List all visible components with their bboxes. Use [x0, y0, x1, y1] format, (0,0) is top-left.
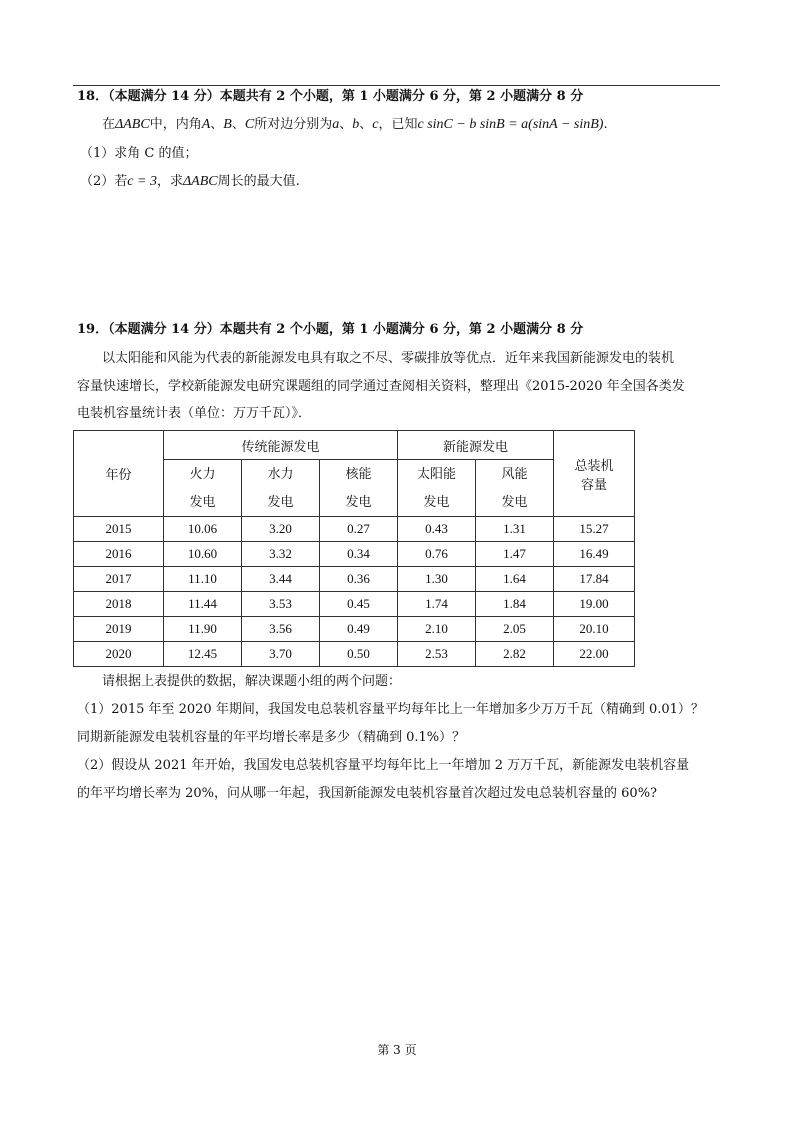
- table-cell: 2.53: [398, 642, 476, 667]
- table-cell: 1.84: [476, 592, 554, 617]
- sub-header-thermal-l1: 火力: [189, 466, 216, 481]
- q18-angle-b: B: [223, 117, 232, 132]
- table-cell: 11.10: [164, 567, 242, 592]
- table-cell: 3.70: [242, 642, 320, 667]
- sub-header-hydro-l1: 水力: [267, 466, 294, 481]
- q18-sep2: 、: [231, 117, 245, 132]
- sub-header-nuclear-l2: 发电: [345, 494, 372, 509]
- table-row: [74, 617, 635, 642]
- q18-sep1: 、: [210, 117, 224, 132]
- total-header: [554, 431, 635, 517]
- sub-header-solar: [398, 460, 476, 517]
- table-cell: 2017: [74, 567, 164, 592]
- sub-header-solar-l1: 太阳能: [417, 466, 457, 481]
- table-cell: 2019: [74, 617, 164, 642]
- table-cell: 1.64: [476, 567, 554, 592]
- table-cell: 0.45: [320, 592, 398, 617]
- table-cell: 2018: [74, 592, 164, 617]
- q19-after-table: 请根据上表提供的数据，解决课题小组的两个问题：: [102, 674, 402, 689]
- capacity-table: [73, 430, 635, 667]
- table-cell: 3.20: [242, 517, 320, 542]
- q19-intro-line1: 以太阳能和风能为代表的新能源发电具有取之不尽、零碳排放等优点．近年来我国新能源发电的装机: [102, 351, 675, 366]
- sub-header-hydro-l2: 发电: [267, 494, 294, 509]
- page-number: 第 3 页: [377, 1043, 417, 1057]
- q19-intro-line2: 容量快速增长，学校新能源发电研究课题组的同学通过查阅相关资料，整理出《2015-2020 年全国各类发: [77, 379, 685, 394]
- table-cell: 1.31: [476, 517, 554, 542]
- q18-triangle: ΔABC: [115, 117, 150, 132]
- table-cell: 2020: [74, 642, 164, 667]
- q18-stem-mid2: 所对边分别为: [254, 117, 333, 132]
- sub-header-wind-l1: 风能: [501, 466, 528, 481]
- table-cell: 0.27: [320, 517, 398, 542]
- q18-part1: （1）求角 C 的值；: [80, 146, 198, 161]
- sub-header-hydro: [242, 460, 320, 517]
- q18-side-b: b: [352, 117, 360, 132]
- table-cell: 10.60: [164, 542, 242, 567]
- table-cell: 12.45: [164, 642, 242, 667]
- q18-side-c: c: [372, 117, 379, 132]
- sub-header-thermal: [164, 460, 242, 517]
- new-energy-group-header: 新能源发电: [398, 431, 554, 460]
- q18-angle-c: C: [244, 117, 255, 132]
- table-cell: 1.74: [398, 592, 476, 617]
- table-cell: 15.27: [554, 517, 635, 542]
- q18-sep4: 、: [359, 117, 373, 132]
- sub-header-solar-l2: 发电: [423, 494, 450, 509]
- table-cell: 0.49: [320, 617, 398, 642]
- table-row: [74, 517, 635, 542]
- q18-part2-triangle: ΔABC: [182, 174, 218, 189]
- table-cell: 0.34: [320, 542, 398, 567]
- year-header: 年份: [74, 431, 164, 517]
- q18-stem: [102, 116, 608, 134]
- table-cell: 0.43: [398, 517, 476, 542]
- header-rule: [73, 85, 720, 86]
- table-cell: 0.36: [320, 567, 398, 592]
- table-cell: 11.90: [164, 617, 242, 642]
- table-cell: 0.76: [398, 542, 476, 567]
- q18-part2-end: 周长的最大值.: [217, 174, 300, 189]
- q18-stem-end: .: [603, 117, 608, 132]
- table-cell: 22.00: [554, 642, 635, 667]
- q19-part1-line1: （1）2015 年至 2020 年期间，我国发电总装机容量平均每年比上一年增加多少万万千瓦（精确到 0.01）？: [77, 702, 704, 717]
- table-cell: 17.84: [554, 567, 635, 592]
- q18-header: 18．（本题满分 14 分）本题共有 2 个小题，第 1 小题满分 6 分，第 2 小题满分 8 分: [77, 89, 584, 104]
- q18-formula: c sinC − b sinB = a(sinA − sinB): [417, 117, 604, 132]
- table-cell: 2.05: [476, 617, 554, 642]
- q18-part2: [80, 173, 300, 191]
- table-row: [74, 642, 635, 667]
- q18-angle-a: A: [201, 117, 211, 132]
- table-cell: 10.06: [164, 517, 242, 542]
- table-cell: 16.49: [554, 542, 635, 567]
- traditional-group-header: 传统能源发电: [164, 431, 398, 460]
- sub-header-wind-l2: 发电: [501, 494, 528, 509]
- total-header-line2: 容量: [581, 476, 608, 492]
- q18-sep3: 、: [339, 117, 353, 132]
- sub-header-wind: [476, 460, 554, 517]
- table-cell: 1.47: [476, 542, 554, 567]
- q18-stem-prefix: 在: [102, 117, 116, 132]
- q18-part2-prefix: （2）若: [80, 174, 128, 189]
- total-header-line1: 总装机: [574, 457, 614, 473]
- table-cell: 3.53: [242, 592, 320, 617]
- table-cell: 11.44: [164, 592, 242, 617]
- sub-header-nuclear: [320, 460, 398, 517]
- q18-side-a: a: [332, 117, 340, 132]
- q18-part2-mid: ，求: [156, 174, 183, 189]
- q19-part2-line2: 的年平均增长率为 20%，问从哪一年起，我国新能源发电装机容量首次超过发电总装机容量的 60%?: [77, 786, 658, 801]
- table-cell: 3.32: [242, 542, 320, 567]
- table-cell: 2015: [74, 517, 164, 542]
- sub-header-thermal-l2: 发电: [189, 494, 216, 509]
- table-cell: 2.82: [476, 642, 554, 667]
- table-row: [74, 567, 635, 592]
- q19-part2-line1: （2）假设从 2021 年开始，我国发电总装机容量平均每年比上一年增加 2 万万千瓦，新能源发电装机容量: [77, 758, 690, 773]
- q19-part1-line2: 同期新能源发电装机容量的年平均增长率是多少（精确到 0.1%）？: [77, 730, 466, 745]
- table-row: [74, 592, 635, 617]
- table-cell: 3.44: [242, 567, 320, 592]
- q18-stem-mid1: 中，内角: [149, 117, 202, 132]
- q18-stem-mid3: ，已知: [378, 117, 418, 132]
- table-cell: 2016: [74, 542, 164, 567]
- q18-part2-formula: c = 3: [127, 174, 157, 189]
- table-cell: 2.10: [398, 617, 476, 642]
- q19-header: 19．（本题满分 14 分）本题共有 2 个小题，第 1 小题满分 6 分，第 2 小题满分 8 分: [77, 322, 584, 337]
- sub-header-nuclear-l1: 核能: [345, 466, 372, 481]
- table-cell: 20.10: [554, 617, 635, 642]
- table-cell: 19.00: [554, 592, 635, 617]
- table-cell: 3.56: [242, 617, 320, 642]
- table-cell: 0.50: [320, 642, 398, 667]
- table-cell: 1.30: [398, 567, 476, 592]
- q19-intro-line3: 电装机容量统计表（单位：万万千瓦）》．: [77, 406, 312, 421]
- table-row: [74, 542, 635, 567]
